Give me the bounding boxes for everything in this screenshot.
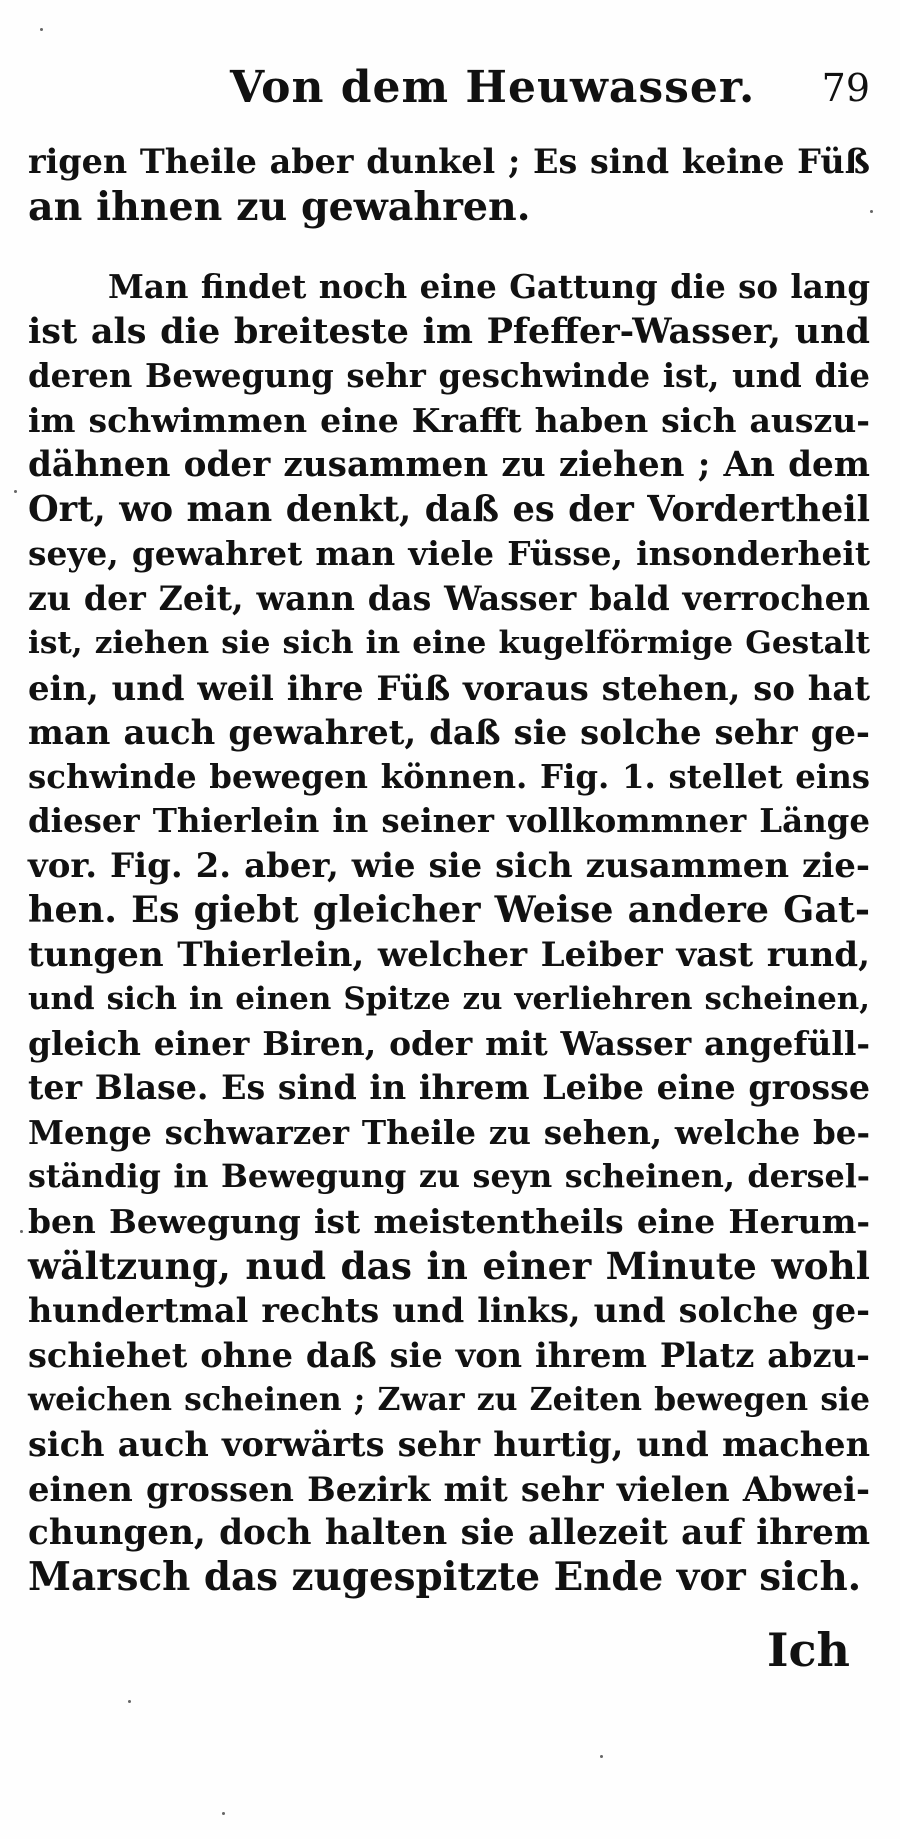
text-line: schwinde bewegen können. Fig. 1. stellet eins (28, 757, 870, 796)
print-speck (870, 210, 873, 213)
text-line: schiehet ohne daß sie von ihrem Platz abzu- (28, 1335, 870, 1375)
running-title: Von dem Heuwasser. (230, 62, 756, 113)
text-line: hundertmal rechts und links, und solche ge- (28, 1290, 870, 1330)
text-line: vor. Fig. 2. aber, wie sie sich zusammen zie- (28, 845, 870, 886)
print-speck (40, 28, 43, 31)
text-line: weichen scheinen ; Zwar zu Zeiten bewegen sie (28, 1380, 870, 1418)
text-line: sich auch vorwärts sehr hurtig, und machen (28, 1424, 870, 1464)
text-line: dähnen oder zusammen zu ziehen ; An dem (28, 445, 870, 485)
text-line: ter Blase. Es sind in ihrem Leibe eine grosse (28, 1068, 870, 1107)
text-line: zu der Zeit, wann das Wasser bald verrochen (28, 578, 870, 618)
text-line: gleich einer Biren, oder mit Wasser angefüll- (28, 1023, 870, 1063)
text-line: Ort, wo man denkt, daß es der Vordertheil (28, 488, 870, 530)
text-line: chungen, doch halten sie allezeit auf ihrem (28, 1513, 870, 1553)
print-speck (600, 1755, 603, 1758)
print-speck (222, 1812, 225, 1815)
text-line: ben Bewegung ist meistentheils eine Herum- (28, 1201, 870, 1241)
text-line: seye, gewahret man viele Füsse, insonderheit (28, 534, 870, 573)
catchword: Ich (767, 1623, 850, 1677)
text-line: dieser Thierlein in seiner vollkommner Länge (28, 802, 870, 840)
text-line: wältzung, nud das in einer Minute wohl (28, 1244, 870, 1288)
page-number: 79 (821, 66, 870, 110)
text-line: man auch gewahret, daß sie solche sehr ge- (28, 712, 870, 752)
paragraph-gap (28, 229, 870, 265)
text-line: ist, ziehen sie sich in eine kugelförmige Gestalt (28, 625, 870, 661)
text-line: ein, und weil ihre Füß voraus stehen, so hat (28, 667, 870, 708)
text-line: Menge schwarzer Theile zu sehen, welche be- (28, 1112, 870, 1152)
text-line: im schwimmen eine Krafft haben sich auszu- (28, 400, 870, 440)
text-line: an ihnen zu gewahren. (28, 183, 531, 230)
text-line: ist als die breiteste im Pfeffer-Wasser, und (28, 310, 870, 352)
print-speck (20, 1230, 23, 1233)
text-line: einen grossen Bezirk mit sehr vielen Abwei- (28, 1468, 870, 1509)
text-line: Man findet noch eine Gattung die so lang (108, 268, 870, 306)
text-line: ständig in Bewegung zu seyn scheinen, dersel- (28, 1158, 870, 1195)
text-line: Marsch das zugespitzte Ende vor sich. (28, 1554, 862, 1600)
text-line: deren Bewegung sehr geschwinde ist, und die (28, 357, 870, 395)
text-line: hen. Es giebt gleicher Weise andere Gat- (28, 888, 870, 931)
page-header (230, 62, 870, 122)
print-speck (128, 1700, 131, 1703)
text-line: rigen Theile aber dunkel ; Es sind keine Füß (28, 142, 870, 181)
print-speck (14, 490, 17, 493)
text-line: tungen Thierlein, welcher Leiber vast rund, (28, 934, 870, 975)
text-line: und sich in einen Spitze zu verliehren scheinen, (28, 981, 870, 1017)
body-text (28, 140, 870, 1600)
